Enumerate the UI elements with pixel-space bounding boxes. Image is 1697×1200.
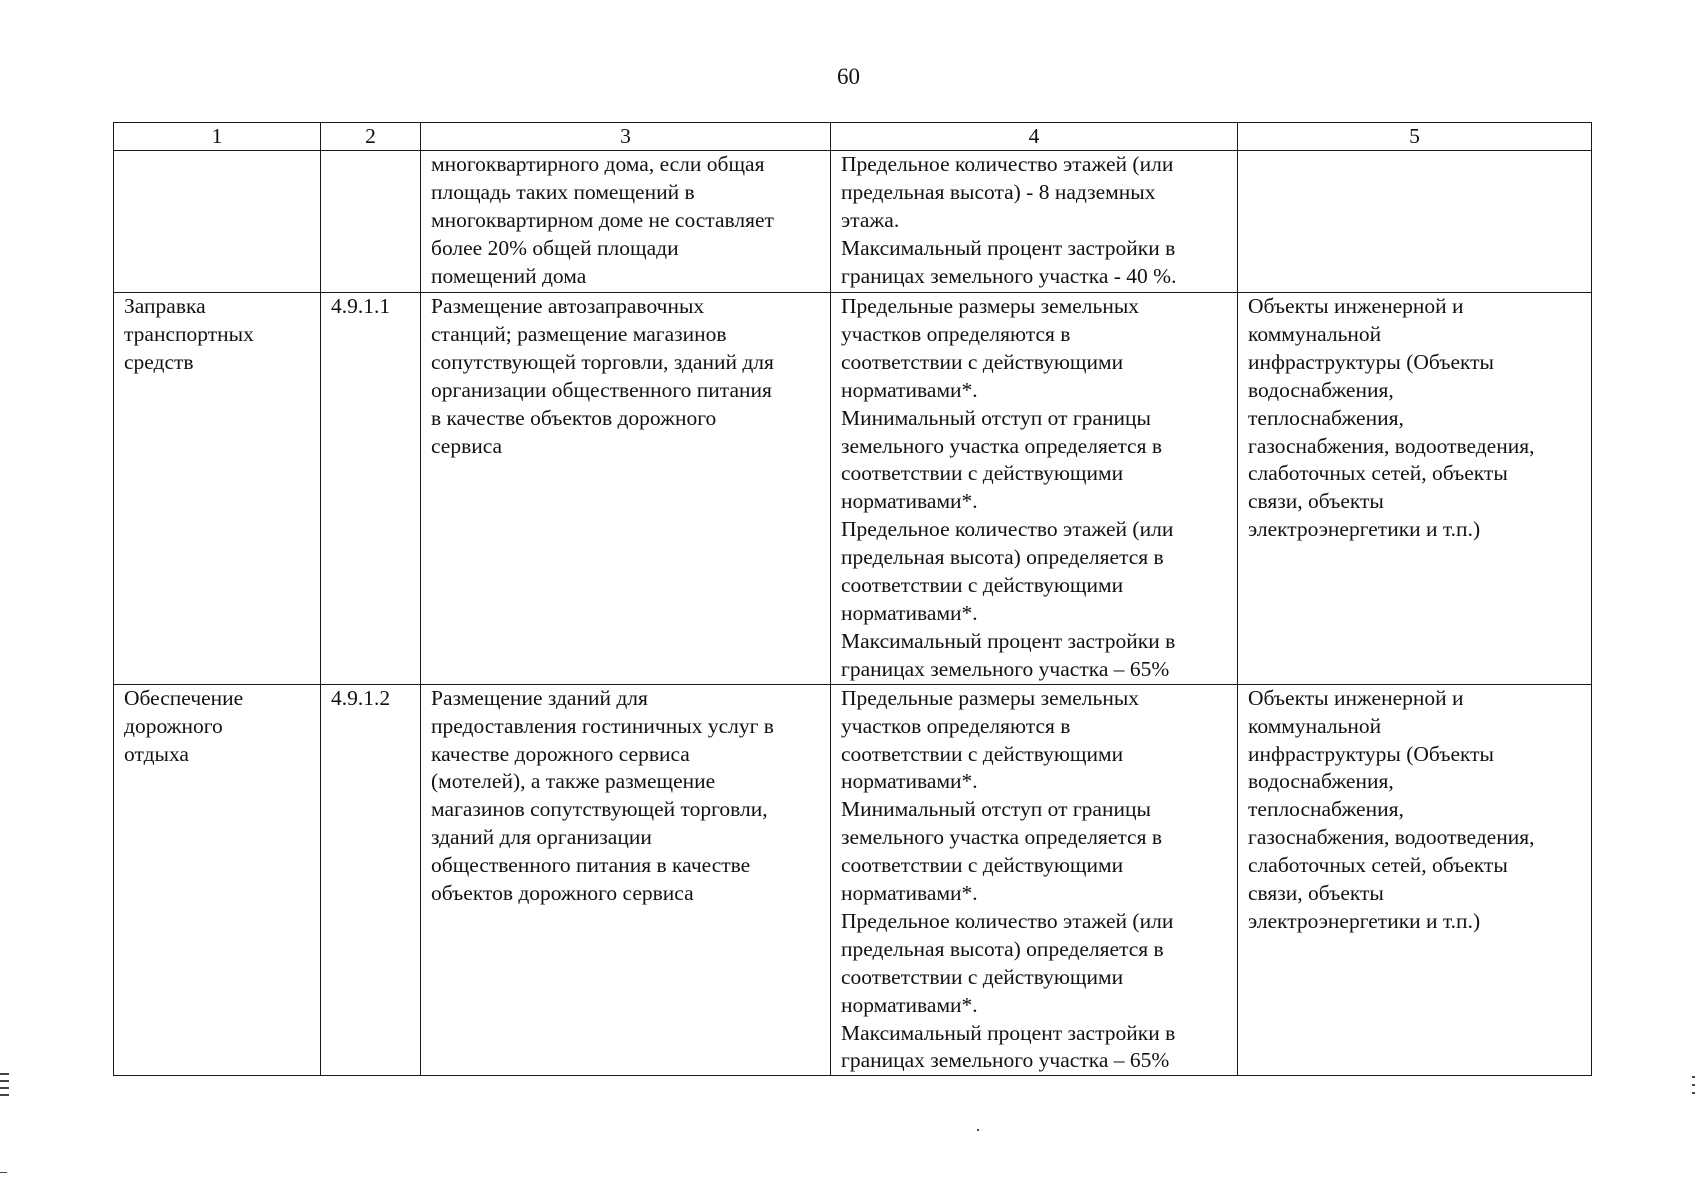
- use-code-text: 4.9.1.2: [331, 685, 391, 710]
- scan-mark-left-5: [0, 1172, 7, 1173]
- use-name-cell: [114, 151, 321, 293]
- objects-cell: [1238, 151, 1592, 293]
- column-header-3: 3: [421, 123, 831, 151]
- use-description-text: Размещение автозаправочных станций; размещение магазинов сопутствующей торговли, зданий для организации общественного питания в качестве объектов дорожного сервиса: [431, 294, 774, 458]
- scan-mark-right-2: [1692, 1084, 1695, 1086]
- use-description-cell: [421, 684, 831, 1076]
- objects-cell: [1238, 293, 1592, 685]
- zoning-table: [113, 122, 1592, 1076]
- parameters-text: Предельное количество этажей (или предельная высота) - 8 надземных этажа. Максимальный процент застройки в границах земельного участка - 40 %.: [841, 152, 1177, 288]
- column-header-2: 2: [321, 123, 421, 151]
- use-code-cell: [321, 293, 421, 685]
- page-number: 60: [837, 64, 860, 89]
- scan-mark-right-3: [1692, 1092, 1695, 1094]
- use-name-cell: [114, 684, 321, 1076]
- scan-mark-left-1: [0, 1073, 9, 1075]
- parameters-cell: [831, 684, 1238, 1076]
- column-header-1: 1: [114, 123, 321, 151]
- use-name-text: Заправка транспортных средств: [124, 294, 254, 374]
- objects-text: Объекты инженерной и коммунальной инфраструктуры (Объекты водоснабжения, теплоснабжения, газоснабжения, водоотведения, слаботочных сетей, объекты связи, объекты электроэнергетики и т.п.): [1248, 294, 1535, 542]
- table-header-row: [114, 123, 1592, 151]
- use-name-text: Обеспечение дорожного отдыха: [124, 685, 244, 766]
- use-name-cell: [114, 293, 321, 685]
- parameters-text: Предельные размеры земельных участков определяются в соответствии с действующими нормативами*. Минимальный отступ от границы земельного участка определяется в соответствии с действующими нормативами*. Предельное количество этажей (или предельная высота) определяется в соответствии с действующими нормативами*. Максимальный процент застройки в границах земельного участка – 65%: [841, 294, 1176, 681]
- scan-mark-right-1: [1692, 1076, 1695, 1078]
- column-header-4: 4: [831, 123, 1238, 151]
- use-description-text: многоквартирного дома, если общая площадь таких помещений в многоквартирном доме не составляет более 20% общей площади помещений дома: [431, 152, 774, 288]
- use-description-text: Размещение зданий для предоставления гостиничных услуг в качестве дорожного сервиса (мотелей), а также размещение магазинов сопутствующей торговли, зданий для организации общественного питания в качестве объектов дорожного сервиса: [431, 685, 774, 906]
- use-code-cell: [321, 684, 421, 1076]
- use-description-cell: [421, 293, 831, 685]
- table-row: [114, 151, 1592, 293]
- use-description-cell: [421, 151, 831, 293]
- scan-mark-left-2: [0, 1080, 9, 1082]
- scan-mark-left-4: [0, 1094, 9, 1096]
- parameters-text: Предельные размеры земельных участков определяются в соответствии с действующими нормативами*. Минимальный отступ от границы земельного участка определяется в соответствии с действующими нормативами*. Предельное количество этажей (или предельная высота) определяется в соответствии с действующими нормативами*. Максимальный процент застройки в границах земельного участка – 65%: [841, 685, 1176, 1073]
- objects-cell: [1238, 684, 1592, 1076]
- table-row: [114, 684, 1592, 1076]
- objects-text: Объекты инженерной и коммунальной инфраструктуры (Объекты водоснабжения, теплоснабжения, газоснабжения, водоотведения, слаботочных сетей, объекты связи, объекты электроэнергетики и т.п.): [1248, 685, 1535, 933]
- scan-mark-left-3: [0, 1087, 9, 1089]
- use-code-cell: [321, 151, 421, 293]
- parameters-cell: [831, 293, 1238, 685]
- parameters-cell: [831, 151, 1238, 293]
- use-code-text: 4.9.1.1: [331, 294, 391, 318]
- table-row: [114, 293, 1592, 685]
- scan-dot: [977, 1129, 979, 1131]
- column-header-5: 5: [1238, 123, 1592, 151]
